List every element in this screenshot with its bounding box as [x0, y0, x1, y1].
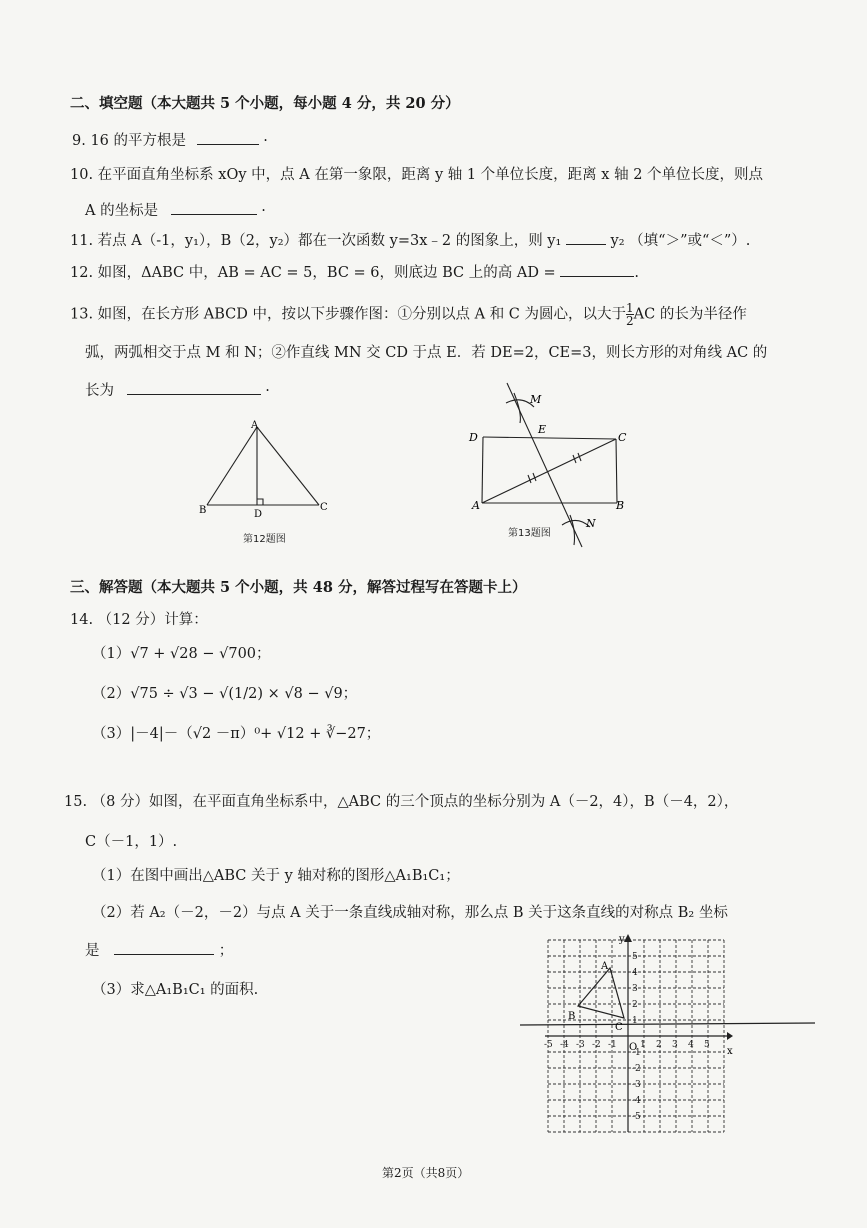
y-tick-label: -3: [632, 1080, 641, 1090]
q13-fraction: [626, 302, 634, 327]
q12-text: 12. 如图，ΔABC 中，AB = AC = 5，BC = 6，则底边 BC 上的高 AD =: [70, 265, 556, 281]
q9-text: 9. 16 的平方根是: [72, 133, 187, 149]
label-e: E: [538, 423, 547, 436]
q13-text-1a: 13. 如图，在长方形 ABCD 中，按以下步骤作图：①分别以点 A 和 C 为圆心，以大于: [70, 306, 627, 323]
x-axis-label: x: [727, 1046, 733, 1057]
question-15-line1: 15. （8 分）如图，在平面直角坐标系中，△ABC 的三个顶点的坐标分别为 A（－2，4），B（－4，2），: [64, 794, 739, 810]
question-11: [70, 230, 750, 251]
arc-m-2: [514, 393, 520, 423]
label-a: A: [472, 499, 480, 512]
x-tick-label: 2: [656, 1040, 662, 1050]
question-14-part-3: （3）|－4|－（√2 －π）⁰+ √12 + ∛−27；: [92, 726, 381, 742]
question-15-part-2b: 是 ；: [85, 940, 233, 961]
x-tick-label: -1: [608, 1040, 617, 1050]
question-12: 12. 如图，ΔABC 中，AB = AC = 5，BC = 6，则底边 BC 上的高 AD = .: [70, 262, 639, 283]
right-angle-mark: [257, 499, 263, 505]
x-tick-label: 1: [640, 1040, 646, 1050]
side-dc: [483, 437, 616, 439]
section-3-heading: 三、解答题（本大题共 5 个小题，共 48 分，解答过程写在答题卡上）: [70, 579, 527, 596]
y-tick-label: -4: [632, 1096, 641, 1106]
q10-text: A 的坐标是: [85, 203, 159, 219]
tick-labels: [544, 952, 710, 1122]
q11-text-b: y₂ （填“＞”或“＜”）.: [610, 233, 751, 249]
q13-answer-blank: [127, 380, 261, 395]
x-tick-label: -2: [592, 1040, 601, 1050]
question-10-line1: 10. 在平面直角坐标系 xOy 中，点 A 在第一象限，距离 y 轴 1 个单位长度，距离 x 轴 2 个单位长度，则点: [70, 167, 764, 183]
figure-13-caption: 第13题图: [508, 528, 551, 539]
fold-line: [520, 1023, 815, 1025]
question-15-part-1: （1）在图中画出△ABC 关于 y 轴对称的图形△A₁B₁C₁；: [92, 868, 460, 884]
page-footer: 第2页（共8页）: [382, 1166, 470, 1180]
y-tick-label: -5: [632, 1112, 641, 1122]
x-tick-label: -4: [560, 1040, 569, 1050]
question-13-line2: 弧，两弧相交于点 M 和 N；②作直线 MN 交 CD 于点 E．若 DE=2，CE=3，则长方形的对角线 AC 的: [85, 345, 768, 361]
point-a-label: A: [601, 961, 609, 972]
question-15-line2: C（－1，1）.: [85, 834, 178, 850]
x-tick-label: -3: [576, 1040, 585, 1050]
q11-answer-blank: [566, 230, 606, 245]
x-tick-label: 3: [672, 1040, 678, 1050]
triangle-abc: [578, 968, 624, 1018]
question-14-title: 14. （12 分）计算：: [70, 612, 208, 628]
y-tick-label: 5: [632, 952, 638, 962]
y-axis-arrow: [624, 934, 632, 942]
question-10-line2: A 的坐标是 ·: [85, 200, 266, 221]
fraction-numerator: 1: [626, 301, 634, 315]
point-c-label: C: [615, 1022, 623, 1033]
question-14-part-2: （2）√75 ÷ √3 − √(1/2) × √8 − √9；: [92, 686, 358, 702]
y-tick-label: 2: [632, 1000, 638, 1010]
coordinate-grid-figure: [515, 928, 825, 1138]
question-15-part-3: （3）求△A₁B₁C₁ 的面积.: [92, 982, 259, 998]
diagonal-ac: [482, 439, 616, 503]
arc-n-2: [570, 515, 575, 545]
line-mn: [507, 383, 582, 547]
q10-answer-blank: [171, 200, 257, 215]
question-9: 9. 16 的平方根是 ·: [72, 130, 268, 151]
q11-text-a: 11. 若点 A（-1，y₁），B（2，y₂）都在一次函数 y=3x﹣2 的图象上，则 y₁: [70, 233, 562, 249]
question-14-part-1: （1）√7 + √28 − √700；: [92, 646, 271, 662]
label-c: C: [320, 502, 328, 513]
y-tick-label: 4: [632, 968, 638, 978]
label-d: D: [254, 509, 263, 520]
q9-answer-blank: [197, 130, 259, 145]
label-d: D: [469, 431, 478, 444]
question-13-line3: 长为 ·: [85, 380, 270, 401]
y-axis-label: y: [619, 934, 625, 945]
point-b-label: B: [568, 1011, 576, 1022]
side-ac: [257, 427, 319, 505]
figure-12-triangle: [190, 415, 340, 520]
x-tick-label: -5: [544, 1040, 553, 1050]
q15-answer-blank: [114, 940, 214, 955]
label-b: B: [616, 499, 625, 512]
x-tick-label: 4: [688, 1040, 694, 1050]
question-15-part-2: （2）若 A₂（－2，－2）与点 A 关于一条直线成轴对称，那么点 B 关于这条直线的对称点 B₂ 坐标: [92, 905, 728, 921]
q13-text-1b: AC 的长为半径作: [633, 306, 747, 323]
side-cb: [616, 439, 617, 503]
q12-answer-blank: [560, 262, 634, 277]
y-tick-label: -1: [632, 1048, 641, 1058]
tick-1: [528, 475, 531, 483]
y-tick-label: -2: [632, 1064, 641, 1074]
label-b: B: [199, 505, 207, 516]
q15-text-2b: 是: [85, 943, 100, 959]
label-m: M: [530, 393, 542, 406]
label-n: N: [586, 517, 596, 530]
origin-label: O: [629, 1042, 638, 1053]
side-da: [482, 437, 483, 503]
q13-text-3: 长为: [85, 383, 114, 399]
section-2-heading: 二、填空题（本大题共 5 个小题，每小题 4 分，共 20 分）: [70, 95, 460, 112]
label-c: C: [618, 431, 627, 444]
question-13-line1: [70, 302, 747, 327]
side-ab: [207, 427, 257, 505]
y-tick-label: 1: [632, 1016, 638, 1026]
label-a: A: [251, 420, 259, 431]
fraction-denominator: 2: [626, 314, 634, 328]
y-tick-label: 3: [632, 984, 638, 994]
figure-12-caption: 第12题图: [243, 534, 286, 545]
x-axis-arrow: [727, 1032, 733, 1040]
x-tick-label: 5: [704, 1040, 710, 1050]
